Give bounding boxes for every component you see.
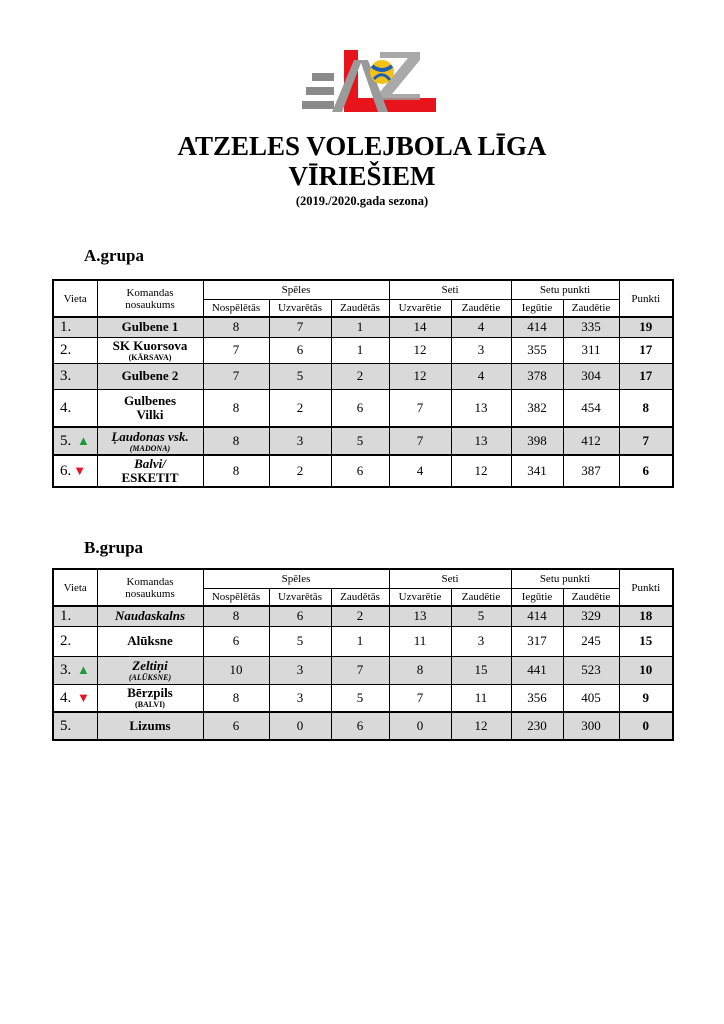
col-points-gained: Iegūtie [511, 589, 563, 607]
row-points: 18 [619, 606, 673, 626]
row-played: 8 [203, 455, 269, 487]
row-place: 3. [53, 363, 97, 389]
col-points-lost: Zaudētie [563, 589, 619, 607]
row-pts-lost: 300 [563, 712, 619, 740]
row-played: 7 [203, 337, 269, 363]
row-sets-lost: 4 [451, 317, 511, 337]
row-sets-won: 14 [389, 317, 451, 337]
row-team [97, 317, 203, 337]
row-team [97, 427, 203, 455]
col-games: Spēles [203, 280, 389, 300]
row-sets-won: 7 [389, 684, 451, 712]
table-row [53, 363, 673, 389]
row-pts-lost: 304 [563, 363, 619, 389]
team-name: SK Kuorsova [112, 337, 188, 353]
row-team [97, 656, 203, 684]
col-lost: Zaudētās [331, 589, 389, 607]
header-row [53, 569, 673, 589]
row-sets-lost: 12 [451, 455, 511, 487]
col-set-points: Setu punkti [511, 569, 619, 589]
team-city: (KĀRSAVA) [128, 352, 172, 362]
row-lost: 2 [331, 606, 389, 626]
col-played: Nospēlētās [203, 300, 269, 318]
group-a-title: A.grupa [84, 246, 144, 265]
row-played: 7 [203, 363, 269, 389]
page-title: ATZELES VOLEJBOLA LĪGA [177, 131, 547, 161]
row-won: 6 [269, 337, 331, 363]
row-pts-won: 398 [511, 427, 563, 455]
group-b-table [52, 568, 674, 741]
row-sets-lost: 3 [451, 626, 511, 656]
row-lost: 1 [331, 626, 389, 656]
col-place: Vieta [53, 569, 97, 606]
row-team [97, 337, 203, 363]
table-row [53, 626, 673, 656]
group-a-table [52, 279, 674, 488]
col-points: Punkti [619, 280, 673, 317]
header-row [53, 280, 673, 300]
col-sets-lost: Zaudētie [451, 300, 511, 318]
row-team [97, 626, 203, 656]
arrow-up-icon: ▲ [77, 662, 90, 677]
team-city: (ALŪKSNE) [128, 672, 172, 682]
team-name: Balvi/ [134, 456, 166, 471]
col-points: Punkti [619, 569, 673, 606]
page-title-line2: VĪRIEŠIEM [288, 161, 436, 191]
team-name: Bērzpils [127, 685, 173, 701]
row-won: 3 [269, 427, 331, 455]
col-sets-won: Uzvarētie [389, 300, 451, 318]
row-place: 1. [53, 317, 97, 337]
table-row [53, 606, 673, 626]
row-pts-lost: 405 [563, 684, 619, 712]
col-sets-won: Uzvarētie [389, 589, 451, 607]
row-pts-won: 378 [511, 363, 563, 389]
row-pts-lost: 387 [563, 455, 619, 487]
row-played: 8 [203, 684, 269, 712]
arrow-down-icon: ▼ [73, 463, 87, 478]
row-lost: 1 [331, 317, 389, 337]
league-logo [302, 46, 448, 122]
row-pts-won: 382 [511, 389, 563, 427]
season-subtitle: (2019./2020.gada sezona) [295, 194, 429, 208]
row-sets-lost: 11 [451, 684, 511, 712]
col-team-line2: nosaukums [125, 587, 175, 600]
row-sets-lost: 3 [451, 337, 511, 363]
team-name: Gulbene 1 [121, 319, 179, 335]
row-sets-won: 12 [389, 363, 451, 389]
row-played: 8 [203, 317, 269, 337]
row-sets-lost: 5 [451, 606, 511, 626]
row-sets-lost: 13 [451, 427, 511, 455]
row-pts-lost: 329 [563, 606, 619, 626]
row-team [97, 712, 203, 740]
row-place-number: 4. [60, 689, 72, 706]
row-lost: 6 [331, 712, 389, 740]
col-sets: Seti [389, 280, 511, 300]
row-place-number: 3. [60, 662, 72, 678]
team-name: Naudaskalns [114, 608, 186, 624]
row-sets-lost: 15 [451, 656, 511, 684]
row-sets-won: 11 [389, 626, 451, 656]
row-won: 3 [269, 656, 331, 684]
team-name: Lizums [129, 718, 171, 733]
row-sets-won: 4 [389, 455, 451, 487]
row-sets-lost: 4 [451, 363, 511, 389]
row-pts-lost: 454 [563, 389, 619, 427]
row-place: 2. [53, 337, 97, 363]
col-team [97, 569, 203, 606]
row-played: 8 [203, 606, 269, 626]
row-pts-won: 414 [511, 606, 563, 626]
team-name: Ļaudonas vsk. [111, 428, 189, 444]
col-won: Uzvarētās [269, 589, 331, 607]
row-lost: 5 [331, 427, 389, 455]
team-name: Alūksne [127, 633, 173, 648]
col-points-gained: Iegūtie [511, 300, 563, 318]
row-pts-lost: 245 [563, 626, 619, 656]
row-points: 0 [619, 712, 673, 740]
row-won: 0 [269, 712, 331, 740]
row-pts-won: 355 [511, 337, 563, 363]
col-sets-lost: Zaudētie [451, 589, 511, 607]
col-lost: Zaudētās [331, 300, 389, 318]
col-points-lost: Zaudētie [563, 300, 619, 318]
row-place [53, 455, 97, 487]
table-row [53, 712, 673, 740]
row-points: 19 [619, 317, 673, 337]
row-sets-lost: 12 [451, 712, 511, 740]
row-pts-won: 356 [511, 684, 563, 712]
row-lost: 5 [331, 684, 389, 712]
col-team-line1: Komandas [126, 575, 174, 588]
row-team [97, 684, 203, 712]
row-place: 4. [53, 389, 97, 427]
row-played: 8 [203, 389, 269, 427]
row-pts-won: 317 [511, 626, 563, 656]
row-pts-lost: 311 [563, 337, 619, 363]
row-team [97, 606, 203, 626]
col-played: Nospēlētās [203, 589, 269, 607]
row-pts-lost: 335 [563, 317, 619, 337]
row-played: 10 [203, 656, 269, 684]
row-lost: 6 [331, 389, 389, 427]
row-place [53, 656, 97, 684]
row-won: 3 [269, 684, 331, 712]
row-place [53, 684, 97, 712]
col-sets: Seti [389, 569, 511, 589]
row-points: 8 [619, 389, 673, 427]
row-sets-won: 8 [389, 656, 451, 684]
col-team-line1: Komandas [126, 286, 174, 299]
row-points: 10 [619, 656, 673, 684]
col-team [97, 280, 203, 317]
row-pts-won: 414 [511, 317, 563, 337]
row-played: 6 [203, 712, 269, 740]
row-place: 2. [53, 626, 97, 656]
team-city: (BALVI) [135, 700, 165, 710]
team-name-line2: ESKETIT [121, 470, 179, 485]
volleyball-league-logo-icon [302, 46, 448, 122]
table-row [53, 427, 673, 455]
row-played: 6 [203, 626, 269, 656]
team-name: Gulbene 2 [121, 368, 179, 383]
team-name: Gulbenes [123, 392, 176, 408]
table-row [53, 684, 673, 712]
col-place: Vieta [53, 280, 97, 317]
row-pts-lost: 412 [563, 427, 619, 455]
row-won: 7 [269, 317, 331, 337]
table-row [53, 455, 673, 487]
table-row [53, 389, 673, 427]
row-sets-won: 7 [389, 427, 451, 455]
team-name: Zeltiņi [132, 657, 168, 673]
col-set-points: Setu punkti [511, 280, 619, 300]
row-place-number: 5. [60, 433, 72, 449]
row-place-number: 6. [60, 463, 72, 479]
row-played: 8 [203, 427, 269, 455]
row-points: 17 [619, 363, 673, 389]
row-lost: 7 [331, 656, 389, 684]
table-row [53, 337, 673, 363]
col-games: Spēles [203, 569, 389, 589]
row-pts-won: 341 [511, 455, 563, 487]
team-name-line2: Vilki [136, 406, 164, 422]
table-row [53, 656, 673, 684]
col-team-line2: nosaukums [125, 298, 175, 311]
row-sets-won: 7 [389, 389, 451, 427]
table-row [53, 317, 673, 337]
row-lost: 1 [331, 337, 389, 363]
row-sets-won: 0 [389, 712, 451, 740]
row-lost: 2 [331, 363, 389, 389]
team-city: (MADONA) [129, 443, 171, 453]
col-won: Uzvarētās [269, 300, 331, 318]
arrow-up-icon: ▲ [77, 433, 90, 448]
row-place: 5. [53, 712, 97, 740]
row-team [97, 363, 203, 389]
row-points: 17 [619, 337, 673, 363]
row-sets-won: 12 [389, 337, 451, 363]
arrow-down-icon: ▼ [77, 689, 90, 705]
row-sets-lost: 13 [451, 389, 511, 427]
row-won: 2 [269, 455, 331, 487]
row-sets-won: 13 [389, 606, 451, 626]
row-team [97, 389, 203, 427]
row-points: 15 [619, 626, 673, 656]
row-lost: 6 [331, 455, 389, 487]
row-pts-won: 230 [511, 712, 563, 740]
row-team [97, 455, 203, 487]
row-pts-won: 441 [511, 656, 563, 684]
row-pts-lost: 523 [563, 656, 619, 684]
row-points: 9 [619, 684, 673, 712]
row-points: 7 [619, 427, 673, 455]
row-won: 2 [269, 389, 331, 427]
row-won: 5 [269, 363, 331, 389]
row-place: 1. [53, 606, 97, 626]
row-place [53, 427, 97, 455]
group-b-title: B.grupa [84, 538, 144, 557]
row-won: 6 [269, 606, 331, 626]
row-points: 6 [619, 455, 673, 487]
row-won: 5 [269, 626, 331, 656]
